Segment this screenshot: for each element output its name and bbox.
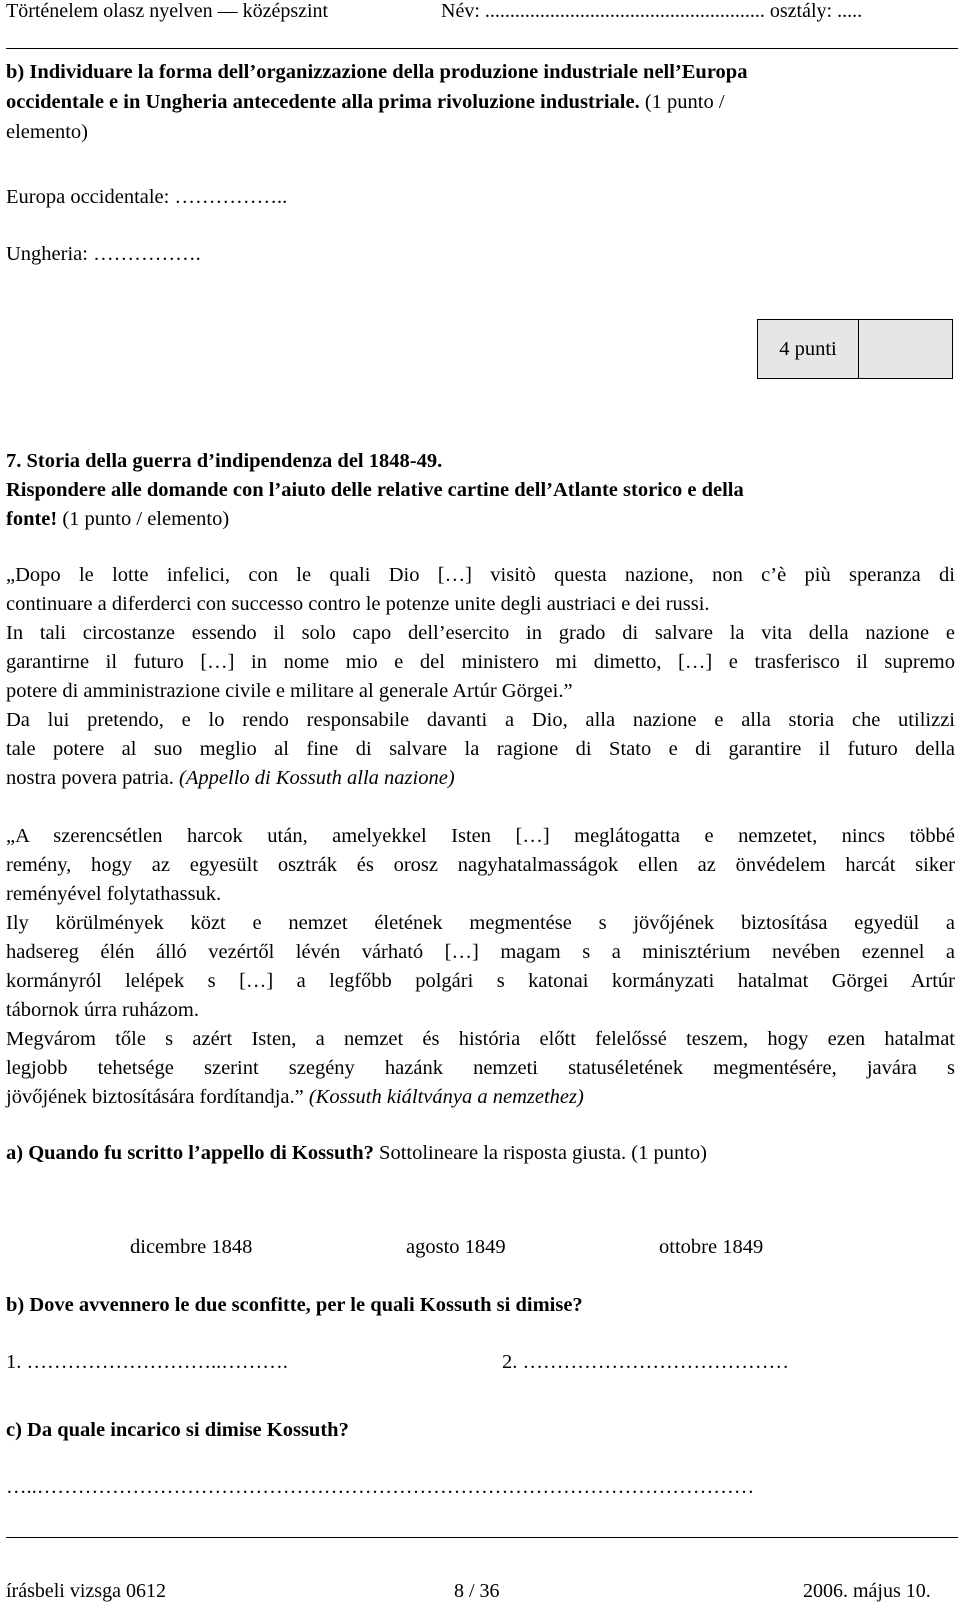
answer-line-1[interactable]: 1. ………………………..………. — [6, 1351, 288, 1373]
source-hu-line: hadsereg élén álló vezértől lévén várható […] magam s a minisztérium nevében ezennel a — [6, 941, 955, 963]
source-hu-line: kormányról lelépek s […] a legfőbb polgári s katonai kormányzati hatalmat Görgei Artúr — [6, 970, 955, 992]
answer-option[interactable]: ottobre 1849 — [659, 1236, 764, 1258]
question-a-bold: a) Quando fu scritto l’appello di Kossuth? — [6, 1142, 374, 1164]
source-hu-attribution: (Kossuth kiáltványa a nemzethez) — [308, 1086, 584, 1108]
footer-date: 2006. május 10. — [803, 1580, 931, 1602]
answer-option[interactable]: agosto 1849 — [406, 1236, 506, 1258]
answer-line-2[interactable]: 2. ………………………………… — [502, 1351, 789, 1373]
source-it-line: In tali circostanze essendo il solo capo dell’esercito in grado di salvare la vita della nazione e — [6, 622, 955, 644]
europa-answer-line: Europa occidentale: …………….. — [6, 186, 288, 208]
source-it-line: potere di amministrazione civile e militare al generale Artúr Görgei.” — [6, 680, 573, 702]
task7-instruction-line1: Rispondere alle domande con l’aiuto delle relative cartine dell’Atlante storico e della — [6, 479, 744, 501]
task6b-heading-line1: b) Individuare la forma dell’organizzazione della produzione industriale nell’Europa — [6, 61, 748, 83]
source-hu-line: „A szerencsétlen harcok után, amelyekkel Isten […] meglátogatta e nemzetet, nincs többé — [6, 825, 955, 847]
score-box-label: 4 punti — [779, 337, 837, 360]
source-hu-last-text: jövőjének biztosítására fordítandja.” — [6, 1086, 309, 1108]
source-it-line: continuare a diferderci con successo contro le potenze unite degli austriaci e dei russi. — [6, 593, 710, 615]
task6b-heading-line2 — [6, 91, 955, 114]
ungheria-answer-line: Ungheria: ……………. — [6, 243, 201, 265]
answer-option[interactable]: dicembre 1848 — [130, 1236, 253, 1258]
score-box-cell — [858, 320, 952, 378]
footer-page-number: 8 / 36 — [454, 1580, 500, 1602]
task7-points: (1 punto / elemento) — [57, 508, 230, 530]
footer-exam-code: írásbeli vizsga 0612 — [6, 1580, 166, 1602]
source-hu-line: legjobb tehetsége szerint szegény hazánk nemzeti statuséletének megmentésére, javára s — [6, 1057, 955, 1079]
question-b: b) Dove avvennero le due sconfitte, per le quali Kossuth si dimise? — [6, 1294, 583, 1316]
source-it-line: tale potere al suo meglio al fine di salvare la ragione di Stato e di garantire il futuro della — [6, 738, 955, 760]
source-it-last-line — [6, 767, 955, 790]
task7-title: 7. Storia della guerra d’indipendenza del 1848-49. — [6, 450, 443, 472]
answer-line-c[interactable]: …..…………………………………………………………………………………………… — [6, 1476, 755, 1498]
question-a-instruction: Sottolineare la risposta giusta. (1 punto) — [373, 1142, 707, 1164]
task6b-points-line2: elemento) — [6, 121, 88, 143]
header-divider — [6, 48, 958, 49]
source-it-line: garantirne il futuro […] in nome mio e del ministero mi dimetto, […] e trasferisco il supremo — [6, 651, 955, 673]
source-hu-line: remény, hogy az egyesült osztrák és orosz nagyhatalmasságok ellen az önvédelem harcát siker — [6, 854, 955, 876]
header-subject: Történelem olasz nyelven — középszint — [6, 0, 329, 22]
source-it-line: „Dopo le lotte infelici, con le quali Dio […] visitò questa nazione, non c’è più speranza di — [6, 564, 955, 586]
source-hu-line: Ily körülmények közt e nemzet életének megmentése s jövőjének biztosítása egyedül a — [6, 912, 955, 934]
footer-divider — [6, 1537, 958, 1538]
source-hu-last-line — [6, 1086, 955, 1109]
task7-instruction-line2 — [6, 508, 955, 531]
task6b-points: (1 punto / — [644, 91, 725, 113]
header-name-class: Név: ........................................................ osztály: ..... — [441, 0, 863, 22]
task7-instruction-bold: fonte! — [6, 508, 58, 530]
question-a — [6, 1142, 955, 1165]
source-it-attribution: (Appello di Kossuth alla nazione) — [179, 767, 455, 789]
source-hu-line: tábornok úrra ruházom. — [6, 999, 199, 1021]
task6b-heading-line2-bold: occidentale e in Ungheria antecedente alla prima rivoluzione industriale. — [6, 91, 640, 113]
source-it-last-text: nostra povera patria. — [6, 767, 180, 789]
question-c: c) Da quale incarico si dimise Kossuth? — [6, 1419, 349, 1441]
source-hu-line: reményével folytathassuk. — [6, 883, 222, 905]
source-hu-line: Megvárom tőle s azért Isten, a nemzet és história előtt felelőssé teszem, hogy ezen hatalmat — [6, 1028, 955, 1050]
score-box — [757, 319, 953, 379]
source-it-line: Da lui pretendo, e lo rendo responsabile davanti a Dio, alla nazione e alla storia che utilizzi — [6, 709, 955, 731]
